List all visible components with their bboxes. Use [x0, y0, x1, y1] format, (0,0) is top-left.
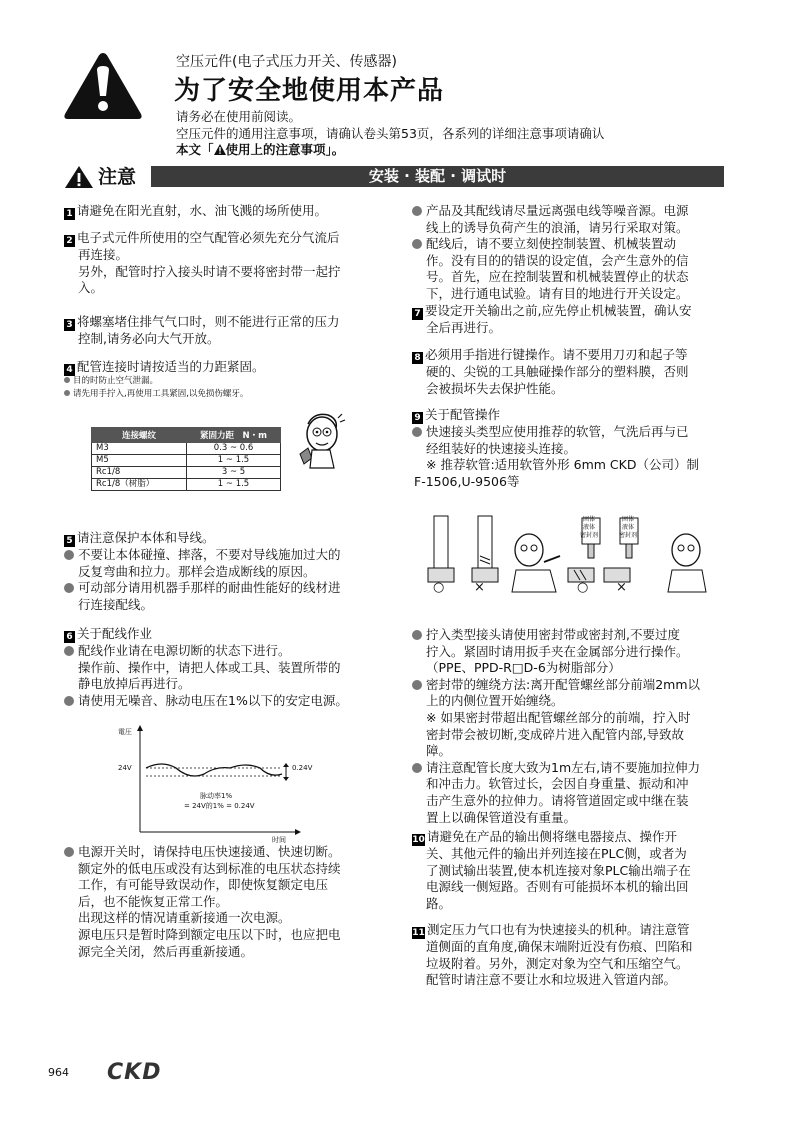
table-cell: 1 ~ 1.5 — [187, 479, 281, 491]
item-text: 反复弯曲和拉力。那样会造成断线的原因。 — [78, 563, 316, 579]
table-row — [92, 479, 281, 491]
item-text: 工作，有可能导致误动作，即使恢复额定电压 — [78, 877, 329, 893]
item-text: 上的内侧位置开始缠绕。 — [426, 693, 564, 709]
item-number: 4 — [64, 364, 75, 376]
bullet-icon — [412, 427, 422, 437]
item-text: 要设定开关输出之前,应先停止机械装置，确认安 — [425, 302, 692, 318]
bullet-icon — [412, 239, 422, 249]
item-text: ※ 如果密封带超出配管螺丝部分的前端，拧入时 — [426, 709, 691, 725]
item-text: 硬的、尖锐的工具触碰操作部分的塑料膜，否则 — [426, 364, 689, 379]
fig-label-2a: 固体 — [622, 516, 635, 523]
item-text: 后，也不能恢复正常工作。 — [78, 893, 229, 909]
item-number: 6 — [64, 631, 75, 643]
item-text: 另外，配管时拧入接头时请不要将密封带一起拧 — [78, 263, 341, 279]
fig-label-2c: 密封剂 — [619, 532, 638, 539]
page-number: 964 — [48, 1066, 69, 1079]
item-text: 密封带会被切断,变成碎片进入配管内部,导致故 — [426, 726, 684, 742]
brand-logo: CKD — [107, 1060, 162, 1085]
item-text: 源完全关闭，然后再重新接通。 — [78, 943, 254, 959]
left-item-4 — [64, 359, 265, 376]
item-text: 路。 — [426, 895, 452, 911]
fig-label-1a: 固体 — [583, 516, 596, 523]
left-item-1 — [64, 203, 327, 220]
fig-label-2b: 液体 — [622, 524, 635, 531]
item-number: 3 — [64, 319, 75, 331]
item-text: 电源线一侧短路。否则有可能损坏本机的输出回 — [426, 879, 689, 895]
item-text: 请避免在产品的输出侧将继电器接点、操作开 — [427, 829, 678, 844]
item-text: 请避免在阳光直射，水、油飞溅的场所使用。 — [77, 203, 328, 218]
graph-24v-label: 24V — [118, 764, 132, 772]
mark-ok-1: ○ — [433, 580, 445, 595]
item-text: 和冲击力。软管过长，会因自身重量、振动和冲 — [426, 776, 689, 792]
bullet-icon — [64, 696, 74, 706]
item-text: 快速接头类型应使用推荐的软管，气洗后再与已 — [426, 424, 689, 439]
page-title: 为了安全地使用本产品 — [174, 76, 445, 106]
item-text: 配线作业请在电源切断的状态下进行。 — [78, 643, 291, 658]
item-text: 不要让本体碰撞、摔落，不要对导线施加过大的 — [78, 547, 341, 562]
mark-ng-1: × — [474, 580, 485, 595]
item-text: 产品及其配线请尽量远离强电线等噪音源。电源 — [426, 203, 689, 218]
graph-x-label: 时间 — [272, 836, 286, 844]
left-item-7 — [64, 844, 341, 960]
item-text: 道侧面的直角度,确保末端附近没有伤痕、凹陷和 — [426, 939, 693, 954]
bullet-icon — [64, 847, 74, 857]
table-cell: 0.3 ~ 0.6 — [187, 443, 281, 455]
item-text: 会被损坏失去保护性能。 — [426, 380, 564, 396]
right-item-11 — [412, 922, 692, 989]
item-number: 11 — [412, 928, 425, 938]
fig-label-1b: 液体 — [583, 524, 596, 531]
table-cell: M5 — [92, 455, 187, 467]
item-text: 请使用无噪音、脉动电压在1%以下的安定电源。 — [78, 692, 348, 708]
item-text: （PPE、PPD-R□D-6为树脂部分） — [426, 660, 621, 676]
item-text: 关于配线作业 — [77, 626, 153, 641]
table-cell: Rc1/8 — [92, 467, 187, 479]
item-text: 目的时防止空气泄漏。 — [73, 376, 159, 386]
item-text: 入。 — [78, 280, 104, 296]
table-row — [92, 443, 281, 455]
header-note-3a: 本文「 — [176, 142, 214, 157]
small-warning-icon — [214, 144, 226, 155]
bullet-icon — [412, 206, 422, 216]
table-header: 连接螺纹 — [92, 428, 187, 443]
graph-ripple-label-2: = 24V的1% = 0.24V — [184, 802, 255, 810]
right-item-10 — [412, 829, 691, 912]
item-text: 配管连接时请按适当的力距紧固。 — [77, 359, 265, 374]
mark-ok-2: ○ — [577, 580, 589, 595]
header-subtitle: 空压元件(电子式压力开关、传感器) — [176, 54, 397, 70]
item-text: 请注意配管长度大致为1m左右,请不要施加拉伸力 — [426, 759, 701, 775]
graph-ripple-label-1: 脉动率1% — [200, 792, 233, 800]
bullet-icon — [64, 583, 74, 593]
caution-label: 注意 — [98, 166, 137, 188]
left-item-3 — [64, 314, 340, 348]
item-text: 关、其他元件的输出并列连接在PLC侧，或者为 — [426, 846, 687, 861]
item-text: F-1506,U-9506等 — [414, 473, 520, 489]
item-text: 置上以确保管道没有重量。 — [426, 809, 577, 825]
item-text: 号。首先，应在控制装置和机械装置停止的状态 — [426, 269, 689, 285]
item-text: 作。没有目的的错误的设定值，会产生意外的信 — [426, 252, 689, 268]
bullet-icon — [412, 630, 422, 640]
graph-y-label: 電圧 — [118, 728, 132, 736]
item-text: 配管时请注意不要让水和垃圾进入管道内部。 — [426, 972, 677, 988]
left-item-2 — [64, 230, 341, 297]
item-text: 必须用手指进行键操作。请不要用刀刃和起子等 — [425, 347, 688, 362]
item-text: 出现这样的情况请重新接通一次电源。 — [78, 910, 291, 926]
item-text: ※ 推荐软管:适用软管外形 6mm CKD（公司）制 — [426, 457, 699, 473]
item-number: 5 — [64, 535, 75, 547]
item-text: 密封带的缠绕方法:离开配管螺丝部分前端2mm以 — [426, 676, 701, 692]
item-number: 2 — [64, 235, 75, 247]
item-text: 可动部分请用机器手那样的耐曲性能好的线材进 — [78, 580, 341, 596]
item-text: 测定压力气口也有为快速接头的机种。请注意管 — [427, 922, 690, 937]
table-cell: 1 ~ 1.5 — [187, 455, 281, 467]
bullet-icon — [412, 680, 422, 690]
bullet-icon — [64, 550, 74, 560]
right-item-9 — [412, 407, 699, 490]
left-item-6 — [64, 626, 348, 709]
item-number: 1 — [64, 208, 75, 220]
voltage-ripple-diagram — [110, 720, 330, 848]
item-text: 经组装好的快速接头连接。 — [426, 440, 577, 456]
item-number: 10 — [412, 835, 425, 845]
header-note-3 — [176, 142, 344, 159]
table-row — [92, 467, 281, 479]
item-text: 行连接配线。 — [78, 596, 154, 612]
bullet-icon — [412, 763, 422, 773]
item-text: 拧入类型接头请使用密封带或密封剂,不要过度 — [426, 627, 680, 642]
item-text: 电子式元件所使用的空气配管必须先充分气流后 — [77, 230, 340, 245]
item-text: 将螺塞堵住排气气口时，则不能进行正常的压力 — [77, 314, 340, 329]
item-text: 额定外的低电压或没有达到标准的电压状态持续 — [78, 860, 341, 876]
item-text: 全后再进行。 — [426, 319, 502, 335]
item-number: 7 — [412, 308, 423, 320]
left-item-5 — [64, 530, 341, 613]
table-header-row — [92, 428, 281, 443]
right-bullets-piping — [412, 627, 700, 826]
item-text: 拧入。紧固时请用扳手夹在金属部分进行操作。 — [426, 643, 689, 659]
graph-ripple-value: 0.24V — [292, 764, 313, 772]
item-text: 击产生意外的拉伸力。请将管道固定或中继在装 — [426, 792, 689, 808]
item-text: 电源开关时，请保持电压快速接通、快速切断。 — [78, 844, 341, 859]
item-text: 垃圾附着。另外，测定对象为空气和压缩空气。 — [426, 955, 689, 971]
item-text: 配线后，请不要立刻使控制装置、机械装置动 — [426, 236, 677, 252]
warning-triangle-icon — [62, 50, 144, 122]
item-text: 了测试输出装置,使本机连接对象PLC输出端子在 — [426, 862, 691, 878]
item-text: 控制,请务必向大气开放。 — [78, 331, 220, 346]
item-text: 静电放掉后再进行。 — [78, 676, 191, 692]
item-text: 关于配管操作 — [425, 407, 501, 422]
table-header: 紧固力距 N・m — [187, 428, 281, 443]
section-title: 安装 · 装配 · 调试时 — [368, 167, 507, 185]
torque-table — [91, 427, 281, 491]
item-number: 9 — [412, 412, 423, 424]
fig-label-1c: 密封剂 — [580, 532, 599, 539]
bullet-icon — [64, 390, 70, 396]
right-item-8 — [412, 347, 689, 397]
item-text: 线上的诱导负荷产生的浪涌，请另行采取对策。 — [426, 219, 689, 235]
cartoon-worker-illustration — [294, 410, 346, 470]
header-note-1: 请务必在使用前阅读。 — [176, 109, 302, 124]
left-item-4-sub — [64, 375, 248, 401]
item-text: 源电压只是暂时降到额定电压以下时，也应把电 — [78, 926, 341, 942]
caution-icon — [64, 165, 94, 189]
bullet-icon — [64, 377, 70, 383]
item-text: 障。 — [426, 743, 452, 759]
item-text: 下，进行通电试验。请有目的地进行开关设定。 — [426, 285, 689, 301]
header-note-2: 空压元件的通用注意事项，请确认卷头第53页，各系列的详细注意事项请确认 — [176, 126, 605, 141]
table-cell: Rc1/8（树脂） — [92, 479, 187, 491]
item-text: 再连接。 — [78, 247, 129, 262]
piping-illustration — [424, 512, 724, 594]
header-note-3b: 使用上的注意事项」。 — [225, 142, 345, 157]
item-text: 请先用手拧入,再使用工具紧固,以免损伤螺牙。 — [73, 389, 249, 399]
table-cell: 3 ~ 5 — [187, 467, 281, 479]
table-row — [92, 455, 281, 467]
right-bullets-top — [412, 203, 691, 336]
item-number: 8 — [412, 352, 423, 364]
item-text: 操作前、操作中，请把人体或工具、装置所带的 — [78, 659, 341, 675]
bullet-icon — [64, 646, 74, 656]
mark-ng-2: × — [616, 580, 627, 595]
item-text: 请注意保护本体和导线。 — [77, 530, 215, 545]
table-cell: M3 — [92, 443, 187, 455]
